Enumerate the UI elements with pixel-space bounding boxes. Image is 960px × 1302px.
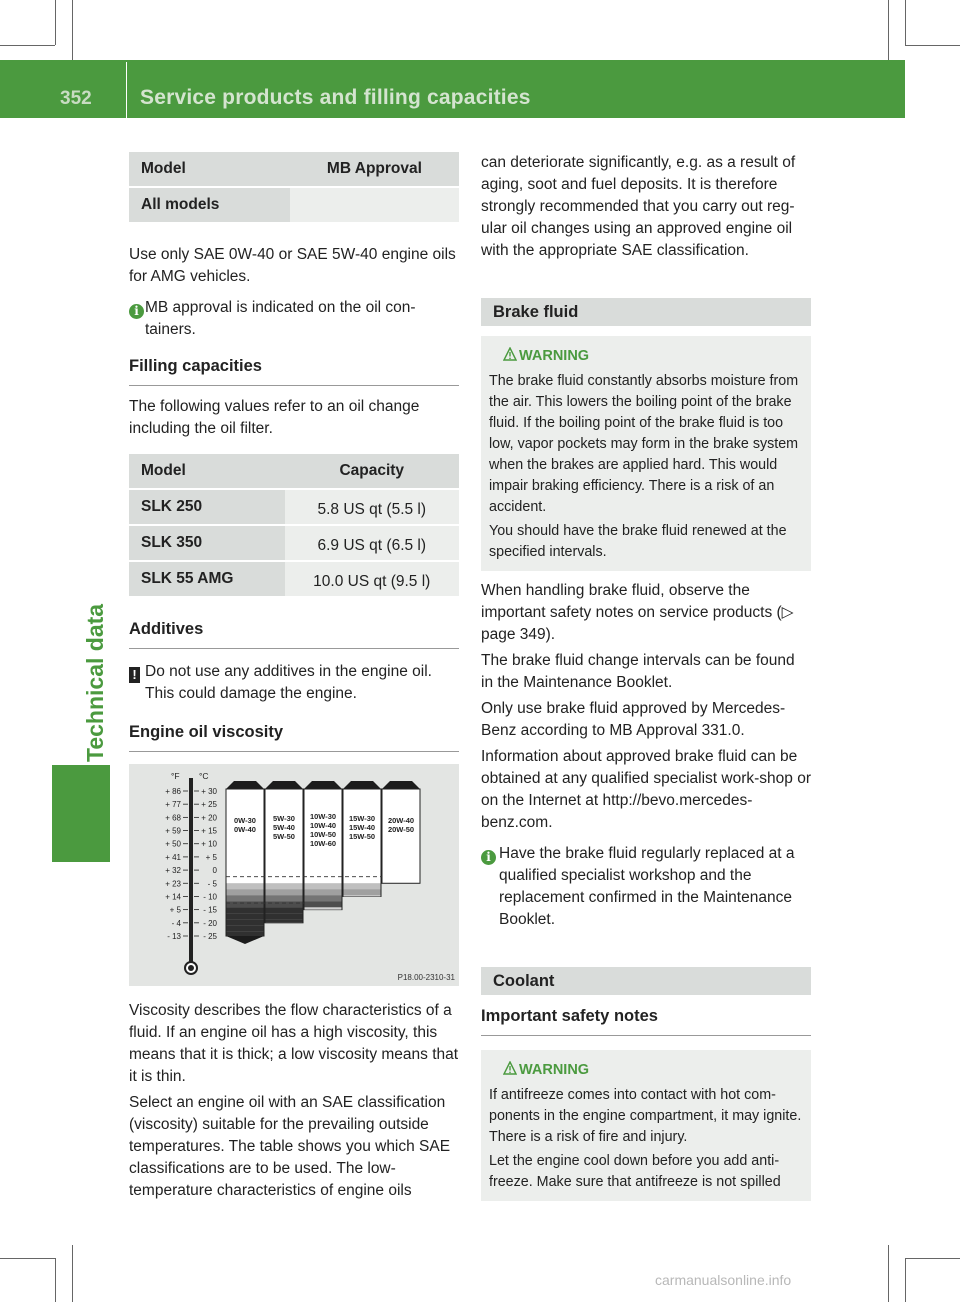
section-tab-marker xyxy=(52,765,110,862)
grade-shade-step xyxy=(227,913,264,919)
grade-roof xyxy=(343,781,381,789)
viscosity-heading: Engine oil viscosity xyxy=(129,721,459,752)
grade-bottom-point xyxy=(226,936,264,944)
crop-mark xyxy=(905,45,960,46)
coolant-warning-text-2: Let the engine cool down before you add anti-freeze. Make sure that antifreeze is not spilled xyxy=(489,1153,781,1190)
oil-intro-text: can deteriorate significantly, e.g. as a result of aging, soot and fuel deposits. It is therefore strongly recommended that you carry out reg-ular oil changes using an approved engine oil with the appropriate SAE classification. xyxy=(481,154,796,259)
grade-roof xyxy=(226,781,264,789)
filling-heading: Filling capacities xyxy=(129,355,459,386)
brake-note xyxy=(481,843,811,931)
crop-mark xyxy=(55,0,56,45)
grade-label: 20W-50 xyxy=(387,825,415,834)
grade-shade-step xyxy=(227,907,264,913)
grade-shade-step xyxy=(266,883,303,889)
crop-mark xyxy=(72,1245,73,1302)
fahrenheit-tick-label: + 50 xyxy=(165,839,181,849)
grade-bar xyxy=(382,789,420,883)
warning-label: WARNING xyxy=(519,1062,590,1078)
crop-mark xyxy=(888,0,889,60)
grade-label: 15W-50 xyxy=(348,832,376,841)
grade-bar xyxy=(343,789,381,896)
celsius-tick-label: + 10 xyxy=(201,839,217,849)
coolant-warning-text-1: If antifreeze comes into contact with hot com-ponents in the engine compartment, it may ignite. There is a risk of fire and injury. xyxy=(489,1087,802,1145)
page-title: Service products and filling capacities xyxy=(140,86,531,109)
brake-text-1 xyxy=(481,580,811,646)
warning-icon xyxy=(503,1061,517,1075)
crop-mark xyxy=(905,0,906,45)
page-number: 352 xyxy=(60,88,92,109)
fahrenheit-tick-label: + 77 xyxy=(165,800,181,810)
fahrenheit-tick-label: + 14 xyxy=(165,892,181,902)
brake-fluid-heading: Brake fluid xyxy=(481,298,811,326)
section-tab-label: Technical data xyxy=(82,603,108,762)
warning-label: WARNING xyxy=(519,348,590,364)
crop-mark xyxy=(905,1258,960,1259)
celsius-tick-label: + 25 xyxy=(201,800,217,810)
warning-header xyxy=(489,1060,803,1081)
coolant-heading: Coolant xyxy=(481,967,811,995)
fahrenheit-tick-label: + 59 xyxy=(165,826,181,836)
grade-label: 20W-40 xyxy=(387,816,415,825)
grade-label: 10W-50 xyxy=(309,830,337,839)
warning-icon xyxy=(503,347,517,361)
grade-label: 0W-30 xyxy=(234,816,256,825)
grade-shade-step xyxy=(344,889,381,895)
celsius-label: °C xyxy=(199,771,209,781)
grade-shade-step xyxy=(227,925,264,931)
celsius-tick-label: - 5 xyxy=(207,879,217,889)
info-icon: i xyxy=(481,850,496,865)
grade-label: 5W-40 xyxy=(273,823,295,832)
left-column xyxy=(129,152,459,1202)
celsius-tick-label: - 10 xyxy=(203,892,217,902)
viscosity-chart xyxy=(129,764,459,986)
viscosity-text-1: Viscosity describes the flow characteristics of a fluid. If an engine oil has a high viscosity, this means that it is thick; a low viscosity means that it is thin. xyxy=(129,1002,459,1085)
grade-label: 5W-50 xyxy=(273,832,295,841)
grade-roof xyxy=(382,781,420,789)
fahrenheit-tick-label: + 5 xyxy=(169,905,181,915)
capacity-model: SLK 55 AMG xyxy=(129,562,285,596)
brake-text-4: Information about approved brake fluid can be obtained at any qualified specialist work-shop or on the Internet at http://bevo.mercedes-benz.com. xyxy=(481,748,811,831)
filling-text: The following values refer to an oil change including the oil filter. xyxy=(129,398,420,437)
brake-warning-text-2: You should have the brake fluid renewed at the specified intervals. xyxy=(489,523,787,560)
celsius-tick-label: - 20 xyxy=(203,918,217,928)
celsius-tick-label: - 15 xyxy=(203,905,217,915)
grade-shade-step xyxy=(266,889,303,895)
approval-header-approval: MB Approval xyxy=(290,152,459,186)
grade-label: 10W-30 xyxy=(309,812,337,821)
viscosity-text-2: Select an engine oil with an SAE classification (viscosity) suitable for the prevailing outside temperatures. The table shows you which SAE classifications are to be used. The low-temperature characteristics of engine oils xyxy=(129,1094,451,1199)
fahrenheit-tick-label: + 23 xyxy=(165,879,181,889)
celsius-tick-label: - 25 xyxy=(203,932,217,941)
grade-shade-step xyxy=(305,901,342,907)
capacity-table xyxy=(129,454,459,596)
safety-notes-heading: Important safety notes xyxy=(481,1005,811,1036)
grade-shade-step xyxy=(227,895,264,901)
approval-note xyxy=(129,297,459,341)
figure-id: P18.00-2310-31 xyxy=(397,973,455,982)
brake-text-3: Only use brake fluid approved by Mercedes-Benz according to MB Approval 331.0. xyxy=(481,700,786,739)
grade-shade-step xyxy=(305,889,342,895)
grade-shade-step xyxy=(227,931,264,936)
grade-label: 5W-30 xyxy=(273,814,295,823)
crop-mark xyxy=(888,1245,889,1302)
brake-warning-box xyxy=(481,336,811,571)
viscosity-chart-svg xyxy=(129,764,459,986)
header-divider xyxy=(126,62,127,118)
grade-label: 10W-60 xyxy=(309,839,337,848)
grade-shade-step xyxy=(266,913,303,919)
additives-note-text: Do not use any additives in the engine oil. This could damage the engine. xyxy=(145,663,432,702)
capacity-header-capacity: Capacity xyxy=(285,454,459,488)
grade-shade-step xyxy=(266,919,303,923)
crop-mark xyxy=(72,0,73,60)
fahrenheit-tick-label: - 13 xyxy=(167,932,181,941)
approval-table xyxy=(129,152,459,222)
capacity-model: SLK 350 xyxy=(129,526,285,560)
grade-shade-step xyxy=(227,901,264,907)
brake-text-2: The brake fluid change intervals can be found in the Maintenance Booklet. xyxy=(481,652,795,691)
approval-note-text: MB approval is indicated on the oil con-tainers. xyxy=(145,299,416,338)
grade-shade-step xyxy=(227,883,264,889)
capacity-value: 5.8 US qt (5.5 l) xyxy=(285,490,459,524)
capacity-header-model: Model xyxy=(129,454,285,488)
fahrenheit-tick-label: + 32 xyxy=(165,866,181,876)
fahrenheit-label: °F xyxy=(171,771,180,781)
brake-warning-text-1: The brake fluid constantly absorbs moisture from the air. This lowers the boiling point of the brake fluid. If the boiling point of the brake fluid is too low, vapor pockets may form in the brake system when the brakes are applied hard. This would impair braking efficiency. There is a risk of an accident. xyxy=(489,373,799,515)
grade-shade-step xyxy=(344,883,381,889)
grade-label: 15W-30 xyxy=(348,814,376,823)
crop-mark xyxy=(0,1258,55,1259)
fahrenheit-tick-label: + 86 xyxy=(165,787,181,796)
info-icon: i xyxy=(129,304,144,319)
celsius-tick-label: + 15 xyxy=(201,826,217,836)
additives-heading: Additives xyxy=(129,618,459,649)
grade-roof xyxy=(304,781,342,789)
grade-shade-step xyxy=(266,901,303,907)
fahrenheit-tick-label: - 4 xyxy=(171,918,181,928)
celsius-tick-label: + 5 xyxy=(205,852,217,862)
fahrenheit-tick-label: + 68 xyxy=(165,813,181,823)
celsius-tick-label: 0 xyxy=(212,866,217,876)
thermometer-bulb-core xyxy=(188,965,194,971)
brake-text-1-content: When handling brake fluid, observe the important safety notes on service products (▷ page 349). xyxy=(481,582,794,643)
celsius-tick-label: + 30 xyxy=(201,787,217,796)
table-row xyxy=(129,526,459,560)
approval-row-model: All models xyxy=(129,188,290,222)
watermark: carmanualsonline.info xyxy=(655,1272,792,1288)
warning-header xyxy=(489,346,803,367)
crop-mark xyxy=(55,1258,56,1302)
grade-shade-step xyxy=(227,889,264,895)
capacity-value: 10.0 US qt (9.5 l) xyxy=(285,562,459,596)
coolant-warning-box xyxy=(481,1050,811,1201)
grade-shade-step xyxy=(266,907,303,913)
additives-note xyxy=(129,661,459,705)
brake-note-text: Have the brake fluid regularly replaced at a qualified specialist workshop and the replacement confirmed in the Maintenance Booklet. xyxy=(499,845,795,928)
celsius-tick-label: + 20 xyxy=(201,813,217,823)
grade-label: 0W-40 xyxy=(234,825,256,834)
grade-roof xyxy=(265,781,303,789)
grade-shade-step xyxy=(305,883,342,889)
grade-label: 15W-40 xyxy=(348,823,376,832)
capacity-model: SLK 250 xyxy=(129,490,285,524)
table-row xyxy=(129,490,459,524)
fahrenheit-tick-label: + 41 xyxy=(165,852,181,862)
sae-text: Use only SAE 0W-40 or SAE 5W-40 engine oils for AMG vehicles. xyxy=(129,246,456,285)
capacity-value: 6.9 US qt (6.5 l) xyxy=(285,526,459,560)
crop-mark xyxy=(0,45,55,46)
crop-mark xyxy=(905,1258,906,1302)
table-row xyxy=(129,562,459,596)
attention-icon: ! xyxy=(129,667,140,683)
grade-label: 10W-40 xyxy=(309,821,337,830)
grade-shade-step xyxy=(266,895,303,901)
grade-shade-step xyxy=(305,895,342,901)
approval-header-model: Model xyxy=(129,152,290,186)
right-column xyxy=(481,152,811,1201)
grade-shade-step xyxy=(227,919,264,925)
approval-row-value xyxy=(290,188,459,222)
